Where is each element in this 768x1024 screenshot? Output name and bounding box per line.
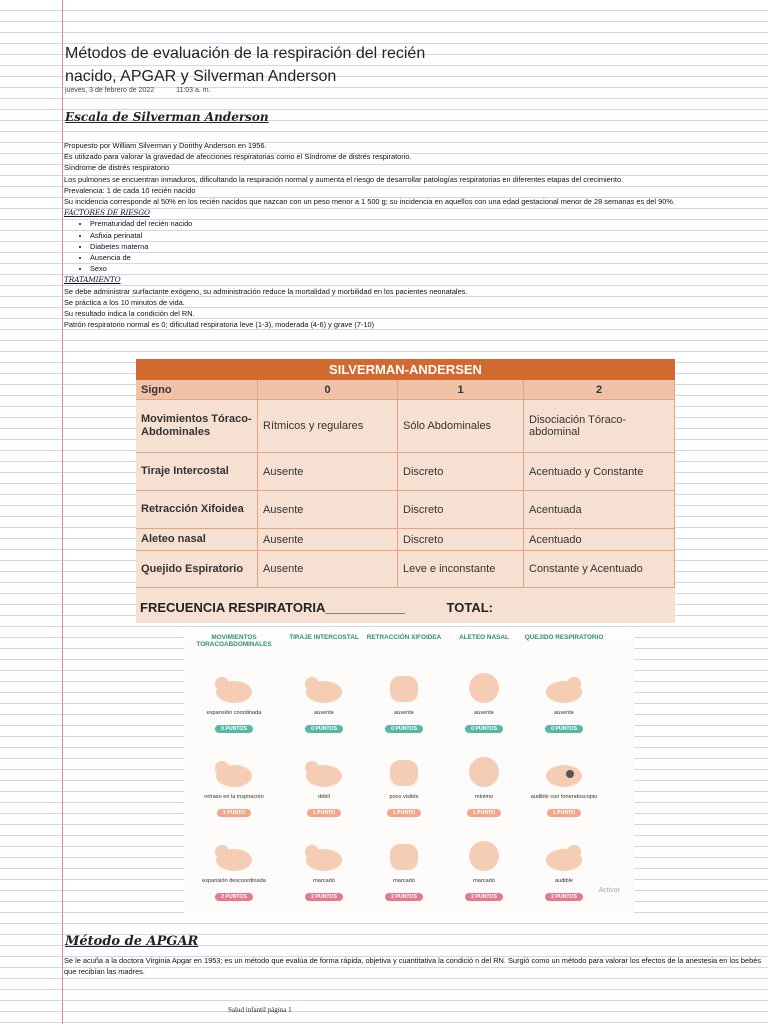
table-cell: Constante y Acentuado: [524, 551, 675, 588]
list-item: • Diabetes materna: [90, 241, 764, 252]
activation-watermark: Activar: [598, 887, 620, 894]
total-label: TOTAL:: [446, 600, 493, 615]
baby-chest-icon: [380, 754, 428, 790]
table-cell: Ausente: [258, 529, 398, 551]
list-item: • Ausencia de: [90, 252, 764, 263]
table-cell: Ausente: [258, 491, 398, 529]
infographic-caption: ausente: [554, 710, 574, 716]
infographic-caption: ausente: [474, 710, 494, 716]
table-cell: Disociación Tóraco-abdominal: [524, 400, 675, 453]
baby-face-icon: [460, 754, 508, 790]
infographic-caption: audible: [554, 878, 574, 884]
body-line: Su resultado indica la condición del RN.: [64, 309, 195, 319]
table-cell: Acentuado y Constante: [524, 453, 675, 491]
score-badge: 0 PUNTOS: [305, 725, 343, 733]
baby-torso-icon: [210, 754, 258, 790]
body-line: Propuesto por William Silverman y Dorithy Anderson en 1956.: [64, 141, 267, 150]
page-title-line2: nacido, APGAR y Silverman Anderson: [65, 68, 337, 85]
infographic-header: [184, 634, 634, 664]
infographic-caption: expansión coordinada: [206, 710, 262, 716]
page-title-line1: Métodos de evaluación de la respiración del recién: [65, 45, 426, 62]
body-line: Patrón respiratorio normal es 0; dificultad respiratoria leve (1-3), moderada (4-6) y grave (7-10): [64, 320, 375, 330]
score-badge: 0 PUNTOS: [215, 725, 253, 733]
score-badge: 2 PUNTOS: [465, 893, 503, 901]
risk-factors-list: [64, 218, 764, 274]
score-badge: 2 PUNTOS: [545, 893, 583, 901]
table-cell: Ausente: [258, 551, 398, 588]
score-badge: 2 PUNTOS: [215, 893, 253, 901]
list-item: • Sexo: [90, 263, 764, 274]
table-footer: [136, 588, 675, 615]
table-cell: Acentuado: [524, 529, 675, 551]
table-sign-cell: Movimientos Tóraco-Abdominales: [136, 400, 258, 453]
apgar-heading: Método de APGAR: [65, 934, 199, 949]
baby-torso-icon: [210, 838, 258, 874]
body-line: Prevalencia: 1 de cada 10 recién nacido: [64, 185, 196, 195]
baby-torso-icon: [210, 670, 258, 706]
table-header-cell: 0: [258, 380, 398, 400]
table-cell: Acentuada: [524, 491, 675, 529]
page-title: [65, 42, 425, 88]
body-line: Síndrome de distrés respiratorio: [64, 163, 170, 173]
infographic-caption: ausente: [394, 710, 414, 716]
score-badge: 1 PUNTO: [547, 809, 581, 817]
page-timestamp: [65, 87, 211, 94]
baby-chest-icon: [380, 838, 428, 874]
baby-face-icon: [460, 838, 508, 874]
table-cell: Rítmicos y regulares: [258, 400, 398, 453]
score-badge: 1 PUNTO: [217, 809, 251, 817]
score-badge: 0 PUNTOS: [465, 725, 503, 733]
infographic-caption: ausente: [314, 710, 334, 716]
list-item: • Asfixia perinatal: [90, 230, 764, 241]
infographic-caption: retraso en la inspiración: [204, 794, 264, 800]
table-cell: Discreto: [398, 491, 524, 529]
silverman-heading: Escala de Silverman Anderson: [65, 110, 269, 124]
table-sign-cell: Quejido Espiratorio: [136, 551, 258, 588]
table-grid: [136, 380, 675, 588]
infographic-caption: débil: [318, 794, 330, 800]
silverman-table-image: [136, 359, 675, 623]
infographic-column-title: TIRAJE INTERCOSTAL: [289, 634, 359, 641]
table-sign-cell: Aleteo nasal: [136, 529, 258, 551]
infographic-row: [184, 664, 634, 748]
body-line: Se debe administrar surfactante exógeno, su administración reduce la mortalidad y morbilidad en los pacientes neonatales.: [64, 286, 468, 296]
infographic-column-title: RETRACCIÓN XIFOIDEA: [366, 634, 442, 641]
score-badge: 1 PUNTO: [307, 809, 341, 817]
score-badge: 1 PUNTO: [387, 809, 421, 817]
table-header-cell: 1: [398, 380, 524, 400]
baby-stethoscope-icon: [540, 754, 588, 790]
page-footer: Salud infantil página 1: [228, 1006, 292, 1014]
baby-chest-icon: [380, 670, 428, 706]
table-header-cell: Signo: [136, 380, 258, 400]
table-cell: Discreto: [398, 529, 524, 551]
infographic-caption: marcado: [313, 878, 335, 884]
silverman-infographic: [184, 634, 634, 916]
infographic-column-title: MOVIMIENTOS TORACOABDOMINALES: [196, 634, 272, 649]
table-cell: Ausente: [258, 453, 398, 491]
baby-torso-icon: [540, 670, 588, 706]
treatment-heading: TRATAMIENTO: [64, 275, 121, 285]
body-line: Es utilizado para valorar la gravedad de afecciones respiratorias como el Síndrome de distrés respiratorio.: [64, 152, 412, 162]
risk-factors-heading: FACTORES DE RIESGO: [64, 208, 150, 218]
infographic-column-title: QUEJIDO RESPIRATORIO: [524, 634, 604, 641]
infographic-caption: mínimo: [474, 794, 494, 800]
infographic-row: [184, 748, 634, 832]
page-time: 11:03 a. m.: [176, 87, 211, 94]
table-cell: Discreto: [398, 453, 524, 491]
baby-torso-icon: [300, 754, 348, 790]
table-title: SILVERMAN-ANDERSEN: [136, 359, 675, 380]
infographic-caption: expansión descoordinada: [202, 878, 266, 884]
infographic-column-title: ALETEO NASAL: [459, 634, 509, 641]
score-badge: 2 PUNTOS: [385, 893, 423, 901]
score-badge: 2 PUNTOS: [305, 893, 343, 901]
body-line: Se práctica a los 10 minutos de vida.: [64, 297, 185, 307]
table-sign-cell: Retracción Xifoidea: [136, 491, 258, 529]
infographic-caption: marcado: [393, 878, 415, 884]
baby-torso-icon: [540, 838, 588, 874]
list-item: • Prematuridad del recién nacido: [90, 218, 764, 229]
infographic-row: [184, 832, 634, 916]
table-cell: Sólo Abdominales: [398, 400, 524, 453]
infographic-caption: marcado: [473, 878, 495, 884]
baby-face-icon: [460, 670, 508, 706]
score-badge: 0 PUNTOS: [545, 725, 583, 733]
silverman-body: [64, 140, 764, 330]
score-badge: 0 PUNTOS: [385, 725, 423, 733]
respiratory-rate-label: FRECUENCIA RESPIRATORIA___________: [140, 600, 405, 615]
baby-torso-icon: [300, 838, 348, 874]
baby-torso-icon: [300, 670, 348, 706]
body-line: Los pulmones se encuentran inmaduros, dificultando la respiración normal y aumenta el riesgo de desarrollar patologías respiratorias en diferentes etapas del crecimiento.: [64, 174, 624, 184]
infographic-caption: audible con fonendoscopio: [530, 794, 598, 800]
table-sign-cell: Tiraje Intercostal: [136, 453, 258, 491]
table-header-cell: 2: [524, 380, 675, 400]
table-cell: Leve e inconstante: [398, 551, 524, 588]
apgar-text: Se le acuña a la doctora Virginia Apgar en 1953; es un método que evalúa de forma rápida, objetiva y cuantitativa la condició n del RN. Surgió como un método para valorar los efectos de la anestesia en los bebés que recibían las madres.: [64, 956, 762, 976]
page-date: jueves, 3 de febrero de 2022: [65, 87, 155, 94]
score-badge: 1 PUNTO: [467, 809, 501, 817]
body-line: Su incidencia corresponde al 50% en los recién nacidos que nazcan con un peso menor a 1 500 g; su incidencia en aquellos con una edad gestacional menor de 28 semanas es del 90%.: [64, 197, 675, 207]
infographic-caption: poco visible: [389, 794, 419, 800]
